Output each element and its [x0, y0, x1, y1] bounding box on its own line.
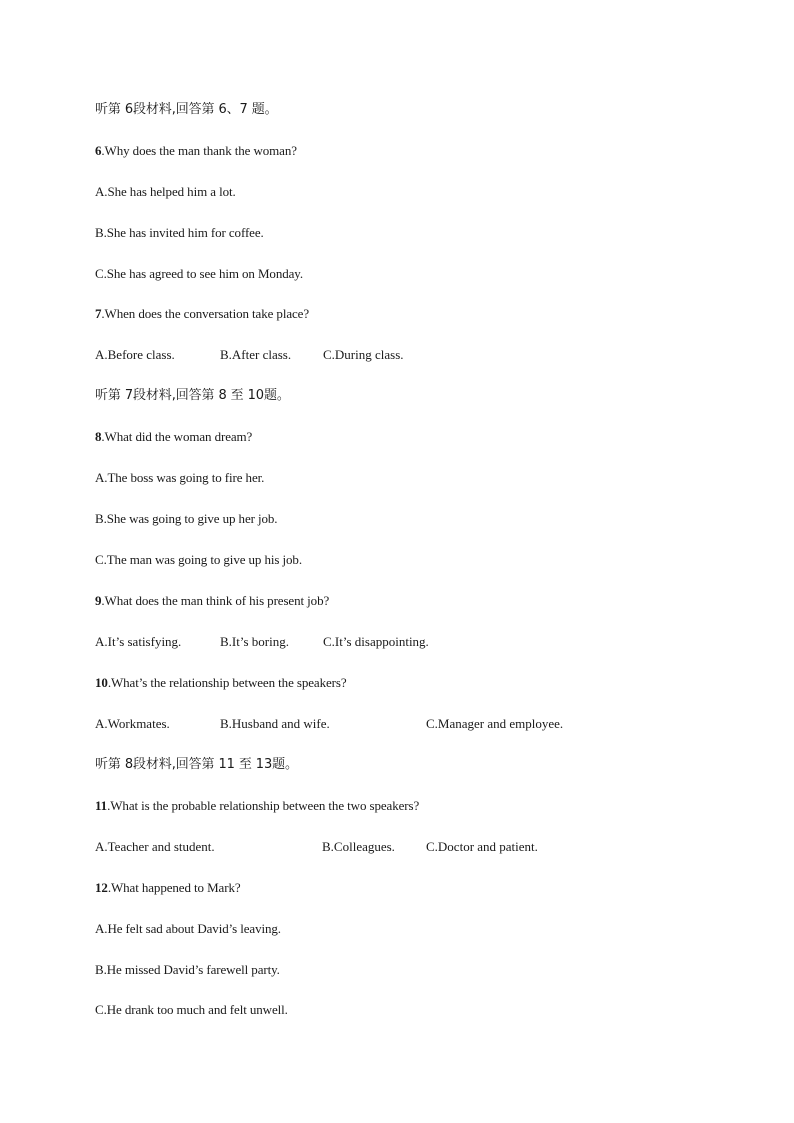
- option-9b: B.It’s boring.: [220, 634, 289, 649]
- section-heading-8: 听第 8段材料,回答第 11 至 13题。: [95, 757, 298, 772]
- question-number: 8: [95, 429, 102, 444]
- option-10b: B.Husband and wife.: [220, 716, 330, 731]
- question-11: [95, 798, 419, 814]
- question-text: .What did the woman dream?: [101, 429, 253, 444]
- option-11c: C.Doctor and patient.: [426, 839, 538, 854]
- question-text: .Why does the man thank the woman?: [101, 143, 297, 158]
- question-text: .When does the conversation take place?: [101, 306, 310, 321]
- question-number: 12: [95, 880, 108, 895]
- question-number: 11: [95, 798, 108, 813]
- option-12b: B.He missed David’s farewell party.: [95, 962, 280, 977]
- question-number: 7: [95, 306, 102, 321]
- option-6c: C.She has agreed to see him on Monday.: [95, 266, 304, 281]
- option-12a: A.He felt sad about David’s leaving.: [95, 921, 281, 936]
- question-8: [95, 429, 252, 445]
- question-number: 10: [95, 675, 108, 690]
- option-12c: C.He drank too much and felt unwell.: [95, 1002, 288, 1017]
- question-text: .What does the man think of his present job?: [101, 593, 330, 608]
- option-6b: B.She has invited him for coffee.: [95, 225, 264, 240]
- question-7: [95, 306, 309, 322]
- option-9a: A.It’s satisfying.: [95, 634, 182, 649]
- question-6: [95, 143, 297, 159]
- question-text: .What is the probable relationship between the two speakers?: [107, 798, 420, 813]
- option-8b: B.She was going to give up her job.: [95, 511, 278, 526]
- option-11b: B.Colleagues.: [322, 839, 395, 854]
- question-text: .What’s the relationship between the speakers?: [107, 675, 347, 690]
- option-6a: A.She has helped him a lot.: [95, 184, 236, 199]
- option-9c: C.It’s disappointing.: [323, 634, 429, 649]
- section-heading-6: 听第 6段材料,回答第 6、7 题。: [95, 102, 278, 117]
- question-text: .What happened to Mark?: [107, 880, 241, 895]
- question-10: [95, 675, 347, 691]
- option-10a: A.Workmates.: [95, 716, 170, 731]
- question-number: 6: [95, 143, 102, 158]
- question-number: 9: [95, 593, 102, 608]
- option-7c: C.During class.: [323, 347, 404, 362]
- option-7b: B.After class.: [220, 347, 292, 362]
- section-heading-7: 听第 7段材料,回答第 8 至 10题。: [95, 388, 290, 403]
- option-8c: C.The man was going to give up his job.: [95, 552, 302, 567]
- question-9: [95, 593, 329, 609]
- question-12: [95, 880, 241, 896]
- option-8a: A.The boss was going to fire her.: [95, 470, 265, 485]
- option-10c: C.Manager and employee.: [426, 716, 564, 731]
- option-7a: A.Before class.: [95, 347, 175, 362]
- option-11a: A.Teacher and student.: [95, 839, 215, 854]
